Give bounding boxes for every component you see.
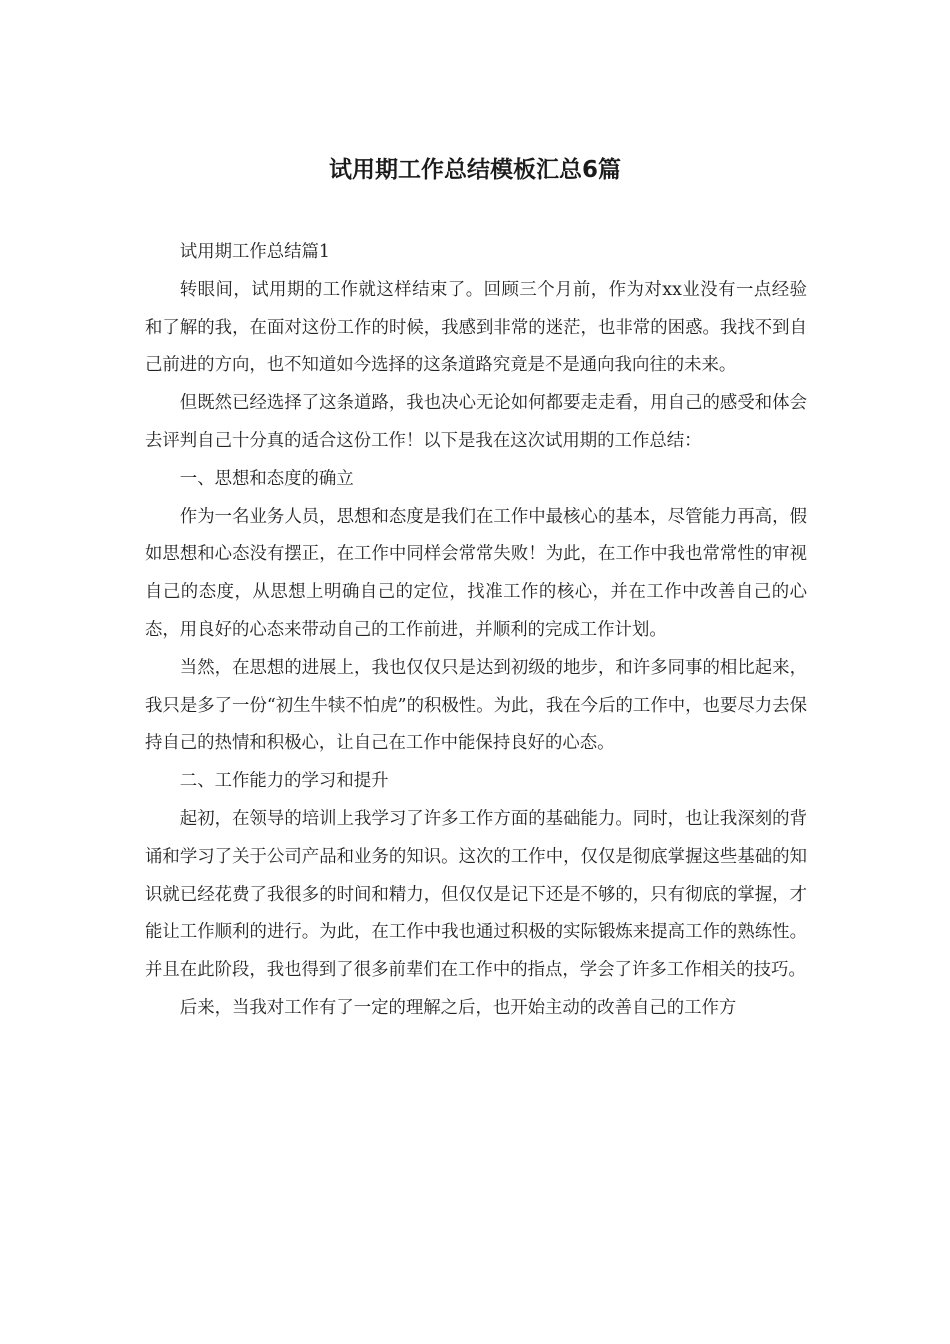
document-title: 试用期工作总结模板汇总6篇 bbox=[328, 157, 621, 183]
subheading-work-ability: 二、工作能力的学习和提升 bbox=[179, 771, 389, 792]
document-body bbox=[145, 234, 807, 1028]
subheading-thought-attitude: 一、思想和态度的确立 bbox=[179, 468, 354, 489]
paragraph-1: 转眼间，试用期的工作就这样结束了。回顾三个月前，作为对xx业没有一点经验和了解的我，在面对这份工作的时候，我感到非常的迷茫，也非常的困惑。我找不到自己前进的方向，也不知道如今选择的这条道路究竟是不是通向我向往的未来。 bbox=[145, 279, 807, 376]
paragraph-4: 当然，在思想的进展上，我也仅仅只是达到初级的地步，和许多同事的相比起来，我只是多了一份“初生牛犊不怕虎”的积极性。为此，我在今后的工作中，也要尽力去保持自己的热情和积极心，让自己在工作中能保持良好的心态。 bbox=[145, 657, 807, 754]
paragraph-6: 后来，当我对工作有了一定的理解之后，也开始主动的改善自己的工作方 bbox=[179, 997, 737, 1018]
paragraph-2: 但既然已经选择了这条道路，我也决心无论如何都要走走看，用自己的感受和体会去评判自己十分真的适合这份工作！以下是我在这次试用期的工作总结： bbox=[145, 393, 807, 451]
paragraph-5: 起初，在领导的培训上我学习了许多工作方面的基础能力。同时，也让我深刻的背诵和学习了关于公司产品和业务的知识。这次的工作中，仅仅是彻底掌握这些基础的知识就已经花费了我很多的时间和精力，但仅仅是记下还是不够的，只有彻底的掌握，才能让工作顺利的进行。为此，在工作中我也通过积极的实际锻炼来提高工作的熟练性。并且在此阶段，我也得到了很多前辈们在工作中的指点，学会了许多工作相关的技巧。 bbox=[145, 808, 807, 981]
paragraph-3: 作为一名业务人员，思想和态度是我们在工作中最核心的基本，尽管能力再高，假如思想和心态没有摆正，在工作中同样会常常失败！为此，在工作中我也常常性的审视自己的态度，从思想上明确自己的定位，找准工作的核心，并在工作中改善自己的心态，用良好的心态来带动自己的工作前进，并顺利的完成工作计划。 bbox=[145, 506, 807, 640]
section-heading-1: 试用期工作总结篇1 bbox=[179, 242, 330, 262]
